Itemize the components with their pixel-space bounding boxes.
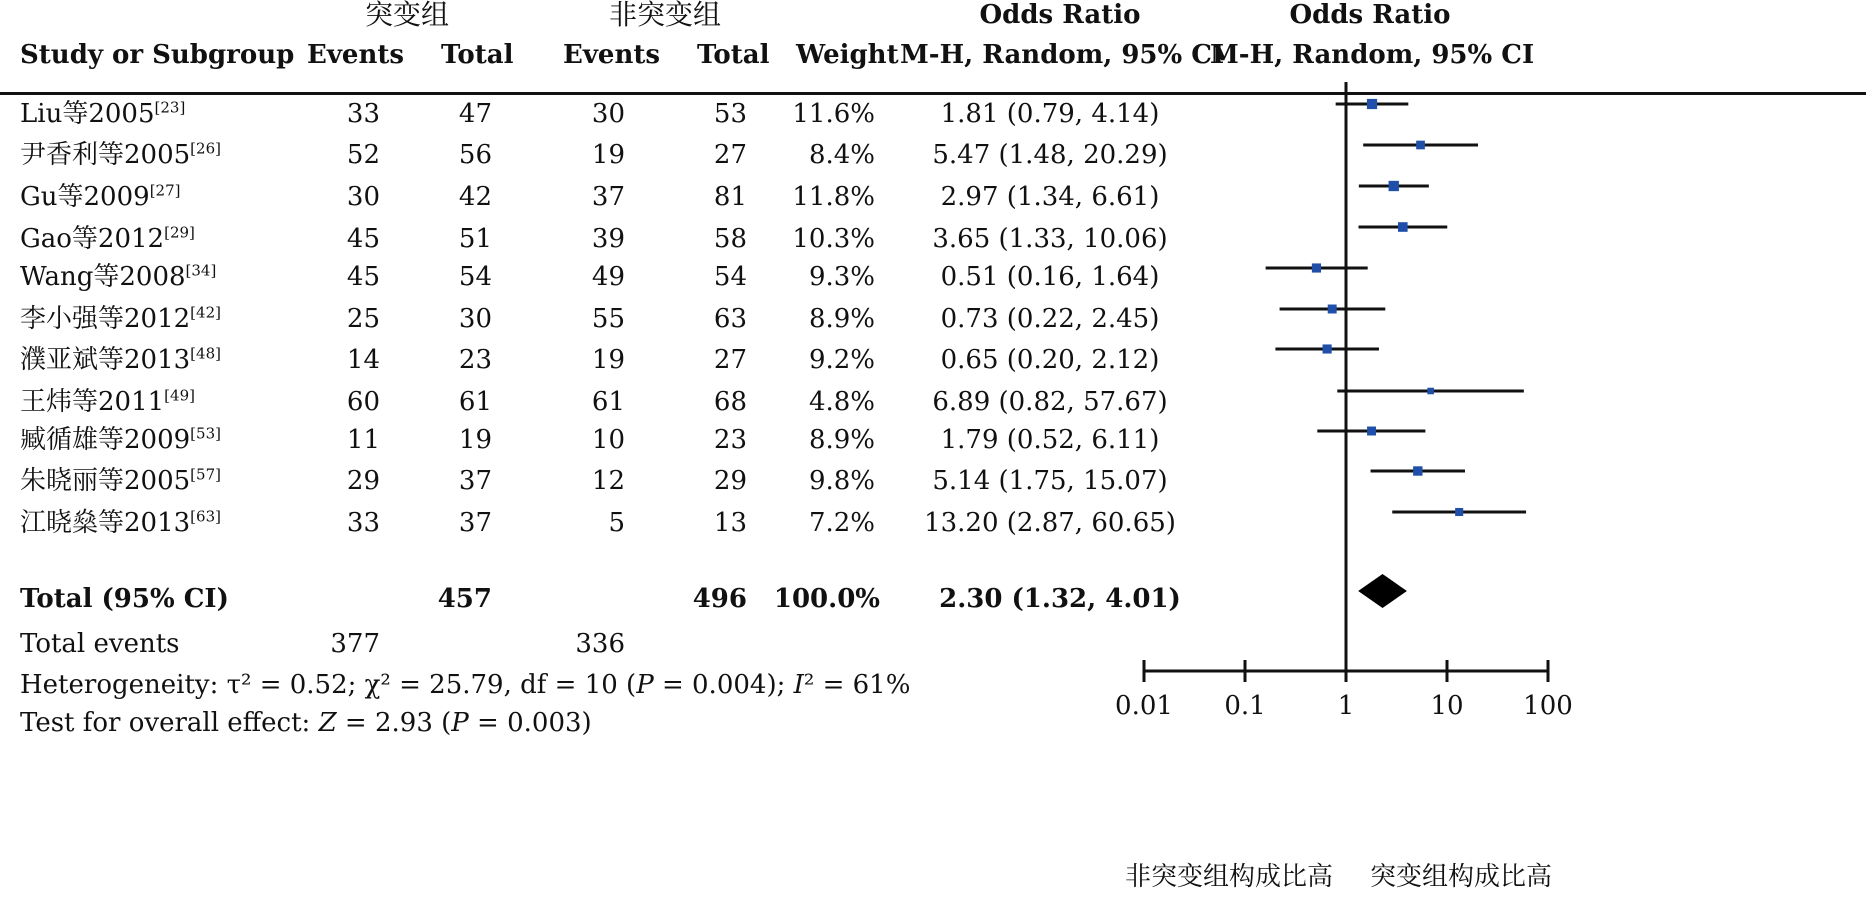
study-name: Gao等2012[29] <box>20 223 195 254</box>
study-ci: 5.14 (1.75, 15.07) <box>932 466 1168 496</box>
study-e1: 52 <box>346 140 380 170</box>
study-e2: 12 <box>591 466 625 496</box>
events2-column-header: Events <box>563 40 661 70</box>
pooled-diamond <box>1358 574 1407 608</box>
study-marker <box>1455 508 1463 516</box>
axis-label-left: 非突变组构成比高 <box>1125 862 1334 892</box>
study-t2: 27 <box>713 345 747 375</box>
study-ci: 3.65 (1.33, 10.06) <box>932 224 1168 254</box>
study-e2: 19 <box>591 345 625 375</box>
study-weight: 9.2% <box>808 345 875 375</box>
or-title-right: Odds Ratio <box>1289 0 1451 30</box>
study-ci: 2.97 (1.34, 6.61) <box>940 182 1160 212</box>
total-ci: 2.30 (1.32, 4.01) <box>939 584 1181 614</box>
study-weight: 4.8% <box>808 387 875 417</box>
or-title-left: Odds Ratio <box>979 0 1141 30</box>
x-tick-label: 0.01 <box>1115 691 1173 721</box>
study-e1: 60 <box>346 387 380 417</box>
study-name: Liu等2005[23] <box>20 98 186 129</box>
study-e2: 30 <box>591 99 625 129</box>
study-e1: 25 <box>346 304 380 334</box>
study-e2: 61 <box>591 387 625 417</box>
study-marker <box>1413 466 1422 475</box>
study-marker <box>1328 305 1337 314</box>
study-t2: 68 <box>713 387 747 417</box>
study-e2: 5 <box>608 508 625 538</box>
study-t1: 61 <box>458 387 492 417</box>
study-name: 王炜等2011[49] <box>20 386 195 417</box>
study-e1: 45 <box>346 262 380 292</box>
study-t2: 54 <box>713 262 747 292</box>
study-weight: 8.4% <box>808 140 875 170</box>
overall-effect-text: Test for overall effect: Z = 2.93 (P = 0.003) <box>20 708 592 738</box>
study-name: 濮亚斌等2013[48] <box>20 344 221 375</box>
study-e1: 33 <box>346 99 380 129</box>
x-tick-label: 0.1 <box>1224 691 1266 721</box>
study-t1: 23 <box>458 345 492 375</box>
study-ci: 0.51 (0.16, 1.64) <box>940 262 1160 292</box>
study-e2: 49 <box>591 262 625 292</box>
total-t2: 496 <box>692 584 747 614</box>
study-t1: 30 <box>458 304 492 334</box>
study-weight: 9.3% <box>808 262 875 292</box>
study-t2: 23 <box>713 425 747 455</box>
study-e2: 19 <box>591 140 625 170</box>
study-weight: 11.8% <box>792 182 875 212</box>
study-weight: 10.3% <box>792 224 875 254</box>
study-t1: 47 <box>458 99 492 129</box>
study-t1: 51 <box>458 224 492 254</box>
study-marker <box>1398 222 1408 232</box>
study-name: 江晓燊等2013[63] <box>20 507 221 538</box>
total-events-e2: 336 <box>575 629 625 659</box>
study-t1: 42 <box>458 182 492 212</box>
study-weight: 9.8% <box>808 466 875 496</box>
study-name: 李小强等2012[42] <box>20 303 221 334</box>
study-t2: 13 <box>713 508 747 538</box>
study-t1: 19 <box>458 425 492 455</box>
x-tick-label: 10 <box>1430 691 1464 721</box>
study-column-header: Study or Subgroup <box>20 40 295 70</box>
study-ci: 0.73 (0.22, 2.45) <box>940 304 1160 334</box>
study-e2: 39 <box>591 224 625 254</box>
study-t1: 37 <box>458 508 492 538</box>
study-name: 尹香利等2005[26] <box>20 139 221 170</box>
weight-column-header: Weight <box>796 40 899 70</box>
study-weight: 7.2% <box>808 508 875 538</box>
study-name: Wang等2008[34] <box>20 261 217 292</box>
study-t2: 81 <box>713 182 747 212</box>
study-t1: 54 <box>458 262 492 292</box>
or-sub-left: M-H, Random, 95% CI <box>900 40 1225 70</box>
total-t1: 457 <box>437 584 492 614</box>
study-ci: 6.89 (0.82, 57.67) <box>932 387 1168 417</box>
study-ci: 13.20 (2.87, 60.65) <box>924 508 1176 538</box>
study-weight: 8.9% <box>808 304 875 334</box>
axis-label-right: 突变组构成比高 <box>1370 862 1553 892</box>
study-e1: 11 <box>346 425 380 455</box>
study-e1: 45 <box>346 224 380 254</box>
total2-column-header: Total <box>697 40 770 70</box>
x-tick-label: 100 <box>1523 691 1573 721</box>
study-marker <box>1312 263 1321 272</box>
study-e2: 55 <box>591 304 625 334</box>
study-e1: 29 <box>346 466 380 496</box>
study-marker <box>1416 141 1425 150</box>
study-marker <box>1367 427 1376 436</box>
total-label: Total (95% CI) <box>20 584 229 614</box>
total-events-e1: 377 <box>330 629 380 659</box>
study-name: Gu等2009[27] <box>20 181 181 212</box>
study-ci: 0.65 (0.20, 2.12) <box>940 345 1160 375</box>
study-t2: 58 <box>713 224 747 254</box>
study-t2: 53 <box>713 99 747 129</box>
study-e2: 10 <box>591 425 625 455</box>
study-marker <box>1389 181 1399 191</box>
study-marker <box>1427 388 1434 395</box>
x-tick-label: 1 <box>1337 691 1355 721</box>
study-marker <box>1323 344 1332 353</box>
study-weight: 11.6% <box>792 99 875 129</box>
study-t1: 56 <box>458 140 492 170</box>
study-name: 朱晓丽等2005[57] <box>20 465 221 496</box>
events1-column-header: Events <box>307 40 405 70</box>
total-events-label: Total events <box>20 629 180 659</box>
study-name: 臧循雄等2009[53] <box>20 424 221 455</box>
study-e1: 14 <box>346 345 380 375</box>
or-sub-right: M-H, Random, 95% CI <box>1210 40 1535 70</box>
study-ci: 1.81 (0.79, 4.14) <box>940 99 1160 129</box>
study-e1: 33 <box>346 508 380 538</box>
total-weight: 100.0% <box>773 584 880 614</box>
study-e1: 30 <box>346 182 380 212</box>
group2-header: 非突变组 <box>609 0 722 31</box>
study-ci: 5.47 (1.48, 20.29) <box>932 140 1168 170</box>
heterogeneity-text: Heterogeneity: τ² = 0.52; χ² = 25.79, df = 10 (P = 0.004); I² = 61% <box>20 670 911 700</box>
group1-header: 突变组 <box>365 0 450 31</box>
study-t2: 27 <box>713 140 747 170</box>
study-t2: 29 <box>713 466 747 496</box>
study-e2: 37 <box>591 182 625 212</box>
study-t1: 37 <box>458 466 492 496</box>
study-weight: 8.9% <box>808 425 875 455</box>
study-ci: 1.79 (0.52, 6.11) <box>940 425 1160 455</box>
study-marker <box>1367 99 1377 109</box>
total1-column-header: Total <box>441 40 514 70</box>
study-t2: 63 <box>713 304 747 334</box>
